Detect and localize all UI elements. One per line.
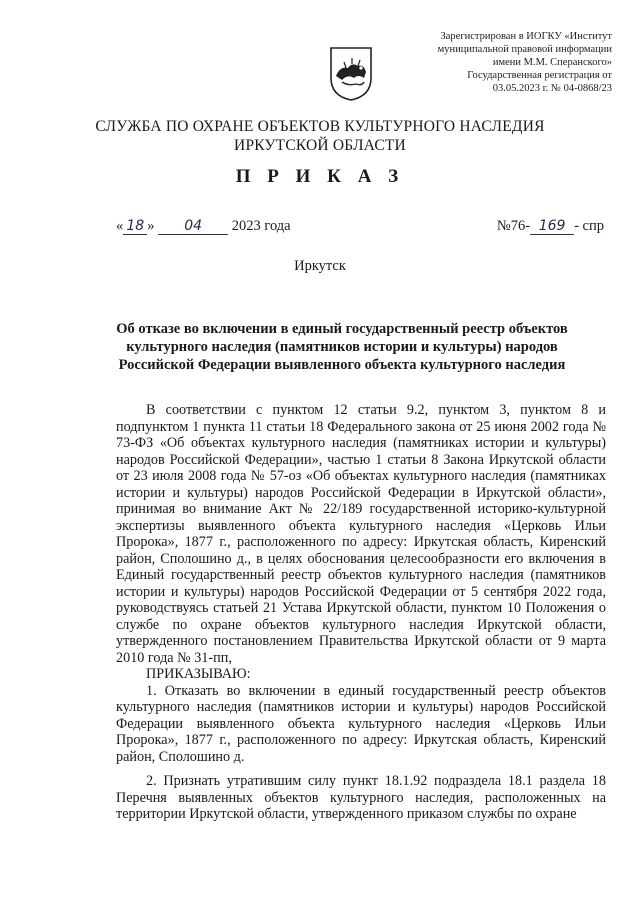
document-subject bbox=[80, 320, 604, 374]
registration-stamp bbox=[372, 30, 612, 95]
organization-title-line2: ИРКУТСКОЙ ОБЛАСТИ bbox=[234, 137, 406, 154]
date-quote-open: « bbox=[116, 218, 124, 234]
order-word: ПРИКАЗЫВАЮ: bbox=[146, 666, 251, 682]
order-item-2: 2. Признать утратившим силу пункт 18.1.92 подраздела 18.1 раздела 18 Перечня выявленных объектов культурного наследия, расположенных на территории Иркутской области, утвержденного приказом службы по охране bbox=[116, 773, 606, 822]
number-prefix: №76- bbox=[496, 218, 531, 234]
date-month: 04 bbox=[158, 218, 228, 235]
registration-line: Зарегистрирован в ИОГКУ «Институт bbox=[440, 31, 612, 42]
body-intro-paragraph: В соответствии с пунктом 12 статьи 9.2, пунктом 3, пунктом 8 и подпунктом 1 пункта 11 статьи 18 Федерального закона от 25 июня 2002 года № 73-ФЗ «Об объектах культурного наследия (памятниках истории и культуры) народов Российской Федерации», частью 1 статьи 8 Закона Иркутской области от 23 июля 2008 года № 57-оз «Об объектах культурного наследия (памятниках истории и культуры) народов Российской Федерации в Иркутской области», принимая во внимание Акт № 22/189 государственной историко-культурной экспертизы выявленного объекта культурного наследия «Церковь Ильи Пророка», 1877 г., расположенного по адресу: Иркутская область, Киренский район, Сполошино д., в целях обоснования целесообразности его включения в Единый государственный реестр объектов культурного наследия (памятников истории и культуры) народов Российской Федерации от 5 сентября 2022 года, руководствуясь статьей 21 Устава Иркутской области, пунктом 10 Положения о службе по охране объектов культурного наследия Иркутской области, утвержденного постановлением Правительства Иркутской области от 9 марта 2010 года № 31-пп, bbox=[116, 402, 606, 666]
order-item-1: 1. Отказать во включении в единый государственный реестр объектов культурного наследия (памятников истории и культуры) народов Российской Федерации выявленного объекта культурного наследия «Церковь Ильи Пророка», 1877 г., расположенного по адресу: Иркутская область, Киренский район, Сполошино д. bbox=[116, 682, 606, 765]
document-body bbox=[116, 402, 606, 823]
subject-line2: культурного наследия (памятников истории и культуры) народов bbox=[126, 339, 558, 355]
document-city: Иркутск bbox=[294, 258, 346, 274]
registration-line: 03.05.2023 г. № 04-0868/23 bbox=[492, 83, 612, 94]
document-type-heading: П Р И К А З bbox=[235, 166, 405, 187]
document-number bbox=[497, 218, 604, 235]
date-day: 18 bbox=[123, 218, 147, 235]
registration-line: Государственная регистрация от bbox=[467, 70, 612, 81]
coat-of-arms-emblem bbox=[328, 44, 374, 102]
number-value: 169 bbox=[530, 218, 574, 235]
date-year: 2023 года bbox=[231, 218, 291, 234]
registration-line: имени М.М. Сперанского» bbox=[492, 57, 612, 68]
registration-line: муниципальной правовой информации bbox=[437, 44, 612, 55]
document-date bbox=[116, 218, 291, 235]
organization-title bbox=[0, 117, 640, 155]
number-suffix: - спр bbox=[574, 218, 604, 234]
organization-title-line1: СЛУЖБА ПО ОХРАНЕ ОБЪЕКТОВ КУЛЬТУРНОГО НАСЛЕДИЯ bbox=[95, 118, 545, 135]
date-quote-close: » bbox=[147, 218, 155, 234]
subject-line3: Российской Федерации выявленного объекта культурного наследия bbox=[118, 357, 566, 373]
subject-line1: Об отказе во включении в единый государственный реестр объектов bbox=[116, 321, 568, 337]
